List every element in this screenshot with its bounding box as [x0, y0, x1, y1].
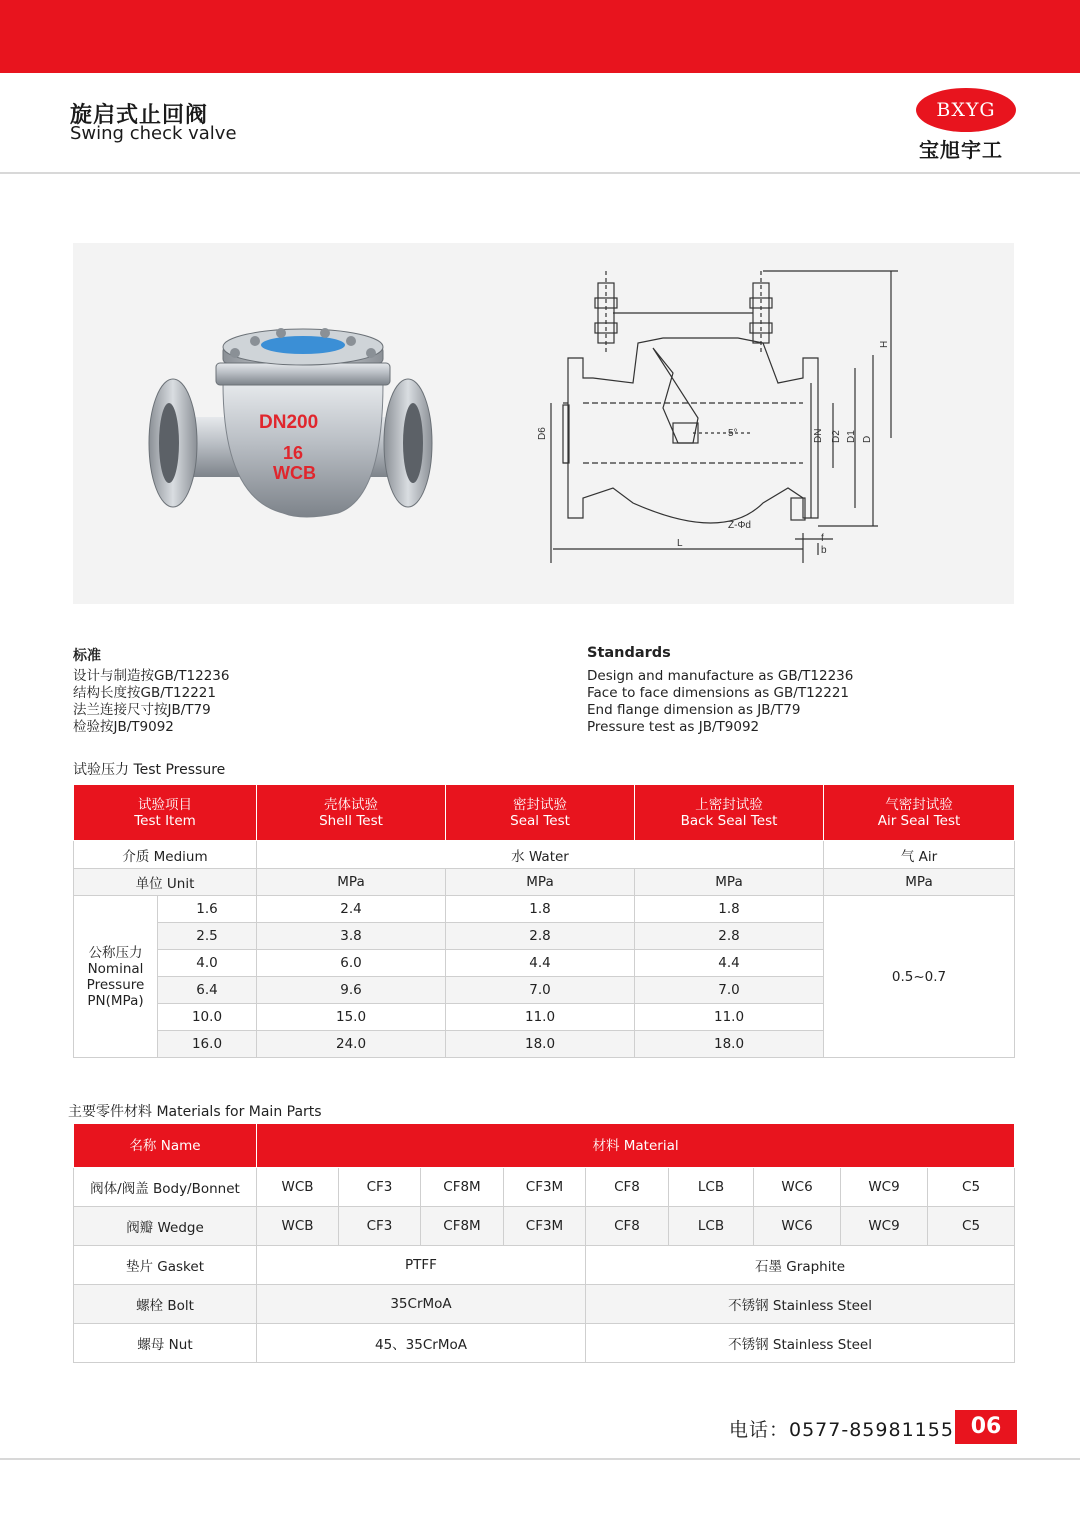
- header-name: 名称 Name: [74, 1124, 257, 1168]
- air-seal-value: 0.5~0.7: [824, 896, 1015, 1058]
- material-cell: CF3: [339, 1207, 421, 1246]
- part-label: 阀瓣 Wedge: [74, 1207, 257, 1246]
- label-h: H: [879, 340, 890, 348]
- seal-value: 2.8: [446, 923, 635, 950]
- back-seal-value: 4.4: [635, 950, 824, 977]
- back-seal-value: 1.8: [635, 896, 824, 923]
- table-row: [74, 1285, 1015, 1324]
- label-l: L: [677, 538, 683, 549]
- header-divider: [0, 172, 1080, 174]
- shell-value: 3.8: [257, 923, 446, 950]
- standard-line: Face to face dimensions as GB/T12221: [587, 685, 850, 701]
- shell-value: 9.6: [257, 977, 446, 1004]
- table-row: [74, 841, 1015, 869]
- table-header-row: [74, 785, 1015, 841]
- casting-text-pn: 16: [283, 443, 304, 463]
- unit-cell: MPa: [257, 869, 446, 896]
- table-row: [74, 1207, 1015, 1246]
- seal-value: 4.4: [446, 950, 635, 977]
- label-b: b: [821, 545, 827, 556]
- casting-text-dn: DN200: [259, 412, 319, 433]
- material-cell: C5: [928, 1168, 1015, 1207]
- back-seal-value: 7.0: [635, 977, 824, 1004]
- part-label: 螺栓 Bolt: [74, 1285, 257, 1324]
- material-cell: CF8: [586, 1168, 669, 1207]
- test-pressure-title: 试验压力 Test Pressure: [73, 762, 226, 778]
- pn-value: 6.4: [158, 977, 257, 1004]
- standards-list-en: [587, 668, 853, 736]
- label-d1: D1: [846, 430, 857, 443]
- material-cell: CF3: [339, 1168, 421, 1207]
- label-holes: Z-Φd: [728, 520, 751, 531]
- materials-title: 主要零件材料 Materials for Main Parts: [68, 1104, 322, 1120]
- back-seal-value: 18.0: [635, 1031, 824, 1058]
- part-label: 螺母 Nut: [74, 1324, 257, 1363]
- table-row: [74, 869, 1015, 896]
- medium-air: 气 Air: [824, 841, 1015, 869]
- material-cell: WC6: [754, 1207, 841, 1246]
- standards-heading-en: Standards: [587, 645, 671, 661]
- unit-cell: MPa: [824, 869, 1015, 896]
- standard-line: Design and manufacture as GB/T12236: [587, 668, 854, 684]
- material-cell: C5: [928, 1207, 1015, 1246]
- product-illustration: [73, 243, 1014, 604]
- pn-value: 16.0: [158, 1031, 257, 1058]
- material-cell: CF8M: [421, 1207, 504, 1246]
- standard-line: 法兰连接尺寸按JB/T79: [73, 702, 211, 718]
- standards-heading-cn: 标准: [73, 648, 101, 664]
- seal-value: 18.0: [446, 1031, 635, 1058]
- shell-value: 15.0: [257, 1004, 446, 1031]
- page-number: 06: [955, 1410, 1017, 1444]
- standard-line: End flange dimension as JB/T79: [587, 702, 801, 718]
- page-title-cn: 旋启式止回阀: [70, 103, 209, 128]
- seal-value: 1.8: [446, 896, 635, 923]
- pn-value: 1.6: [158, 896, 257, 923]
- material-cell: WCB: [257, 1168, 339, 1207]
- valve-drawing: [551, 271, 898, 563]
- footer-phone: 电话：0577-85981155: [729, 1419, 954, 1441]
- medium-label: 介质 Medium: [74, 841, 257, 869]
- casting-text-material: WCB: [273, 463, 316, 483]
- part-label: 阀体/阀盖 Body/Bonnet: [74, 1168, 257, 1207]
- header-shell-test: 壳体试验 Shell Test: [257, 785, 446, 841]
- material-cell: LCB: [669, 1168, 754, 1207]
- drawing-labels: [537, 341, 890, 556]
- seal-value: 11.0: [446, 1004, 635, 1031]
- product-image-panel: [73, 243, 1014, 604]
- material-cell: CF8: [586, 1207, 669, 1246]
- material-cell: CF3M: [504, 1168, 586, 1207]
- back-seal-value: 11.0: [635, 1004, 824, 1031]
- material-cell: LCB: [669, 1207, 754, 1246]
- table-row: [74, 1324, 1015, 1363]
- material-cell: CF8M: [421, 1168, 504, 1207]
- label-f: f: [821, 533, 824, 544]
- table-row: [74, 896, 1015, 923]
- material-cell: CF3M: [504, 1207, 586, 1246]
- shell-value: 24.0: [257, 1031, 446, 1058]
- material-cell: WC9: [841, 1207, 928, 1246]
- label-angle: 5°: [728, 428, 738, 439]
- table-row: [74, 1168, 1015, 1207]
- back-seal-value: 2.8: [635, 923, 824, 950]
- header-seal-test: 密封试验 Seal Test: [446, 785, 635, 841]
- valve-photo: [149, 328, 432, 517]
- nominal-pressure-label: 公称压力 Nominal Pressure PN(MPa): [74, 896, 158, 1058]
- page-title-en: Swing check valve: [70, 123, 237, 144]
- unit-label: 单位 Unit: [74, 869, 257, 896]
- medium-water: 水 Water: [257, 841, 824, 869]
- material-cell: PTFF: [257, 1246, 586, 1285]
- label-d6: D6: [537, 427, 548, 440]
- pn-value: 4.0: [158, 950, 257, 977]
- company-name: 宝旭宇工: [919, 138, 1003, 162]
- pn-value: 10.0: [158, 1004, 257, 1031]
- standards-list-cn: [73, 668, 229, 736]
- material-cell: WCB: [257, 1207, 339, 1246]
- shell-value: 6.0: [257, 950, 446, 977]
- company-logo: BXYG: [916, 88, 1016, 132]
- part-label: 垫片 Gasket: [74, 1246, 257, 1285]
- unit-cell: MPa: [635, 869, 824, 896]
- material-cell: WC9: [841, 1168, 928, 1207]
- table-row: [74, 1246, 1015, 1285]
- header-test-item: 试验项目 Test Item: [74, 785, 257, 841]
- standard-line: 结构长度按GB/T12221: [73, 685, 216, 701]
- standard-line: 设计与制造按GB/T12236: [73, 668, 230, 684]
- standard-line: Pressure test as JB/T9092: [587, 719, 760, 735]
- footer-divider: [0, 1458, 1080, 1460]
- unit-cell: MPa: [446, 869, 635, 896]
- material-cell: 45、35CrMoA: [257, 1324, 586, 1363]
- material-cell: 石墨 Graphite: [586, 1246, 1015, 1285]
- shell-value: 2.4: [257, 896, 446, 923]
- header-back-seal-test: 上密封试验 Back Seal Test: [635, 785, 824, 841]
- header-material: 材料 Material: [257, 1124, 1015, 1168]
- materials-table: [73, 1123, 1015, 1363]
- material-cell: 不锈钢 Stainless Steel: [586, 1285, 1015, 1324]
- pn-value: 2.5: [158, 923, 257, 950]
- material-cell: WC6: [754, 1168, 841, 1207]
- header-air-seal-test: 气密封试验 Air Seal Test: [824, 785, 1015, 841]
- label-d: D: [862, 435, 873, 443]
- material-cell: 35CrMoA: [257, 1285, 586, 1324]
- top-red-bar: [0, 0, 1080, 73]
- material-cell: 不锈钢 Stainless Steel: [586, 1324, 1015, 1363]
- test-pressure-table: [73, 784, 1015, 1058]
- seal-value: 7.0: [446, 977, 635, 1004]
- table-header-row: [74, 1124, 1015, 1168]
- label-dn: DN: [813, 428, 824, 443]
- standard-line: 检验按JB/T9092: [73, 719, 174, 735]
- label-d2: D2: [831, 430, 842, 443]
